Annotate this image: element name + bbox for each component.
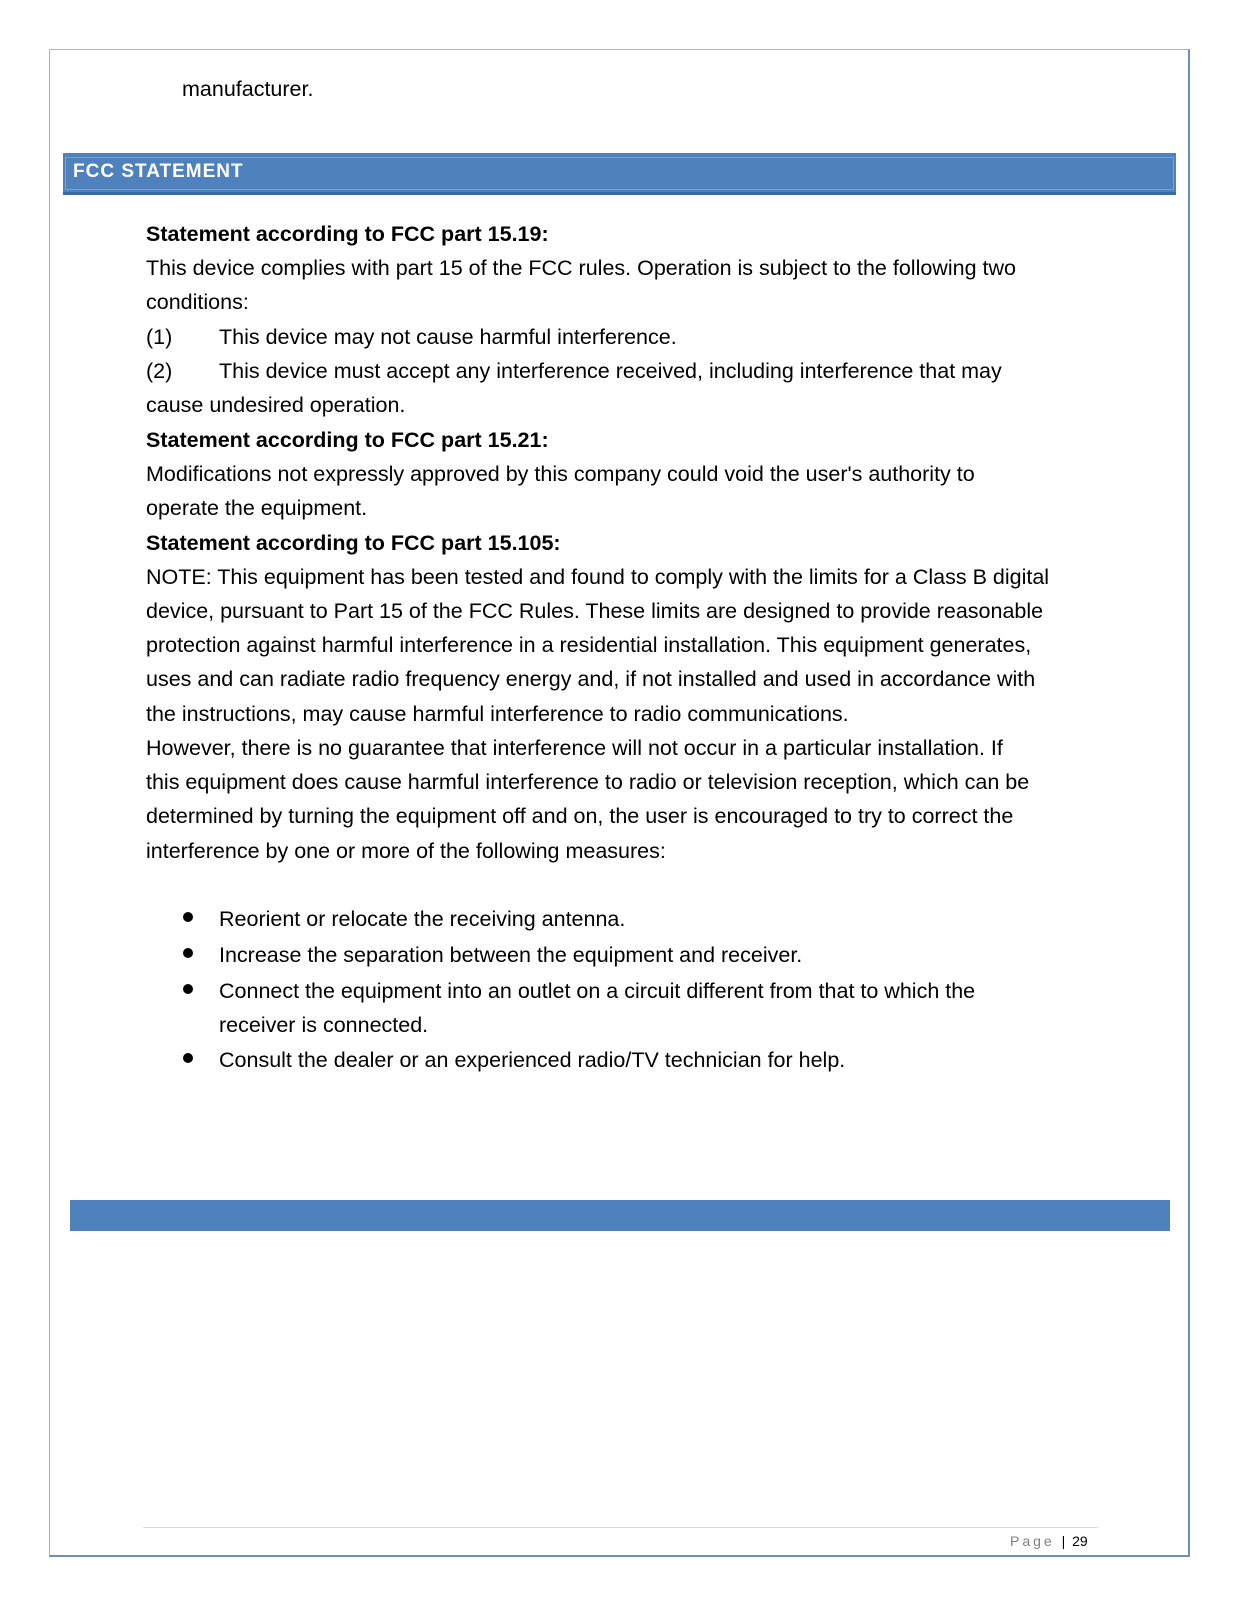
heading-15-21: Statement according to FCC part 15.21: bbox=[146, 428, 549, 452]
text-15-105-line: device, pursuant to Part 15 of the FCC Rules. These limits are designed to provide reasonable bbox=[146, 599, 1044, 623]
text-15-21-line2: operate the equipment. bbox=[146, 496, 368, 520]
top-fragment: manufacturer. bbox=[182, 77, 314, 101]
text-15-105-line: NOTE: This equipment has been tested and found to comply with the limits for a Class B digital bbox=[146, 565, 1050, 589]
text-15-19-line1: This device complies with part 15 of the FCC rules. Operation is subject to the following two bbox=[146, 256, 1016, 280]
footer-color-bar bbox=[70, 1200, 1170, 1231]
condition-1-text: This device may not cause harmful interference. bbox=[219, 325, 677, 349]
bullet-item: Connect the equipment into an outlet on a circuit different from that to which the bbox=[219, 979, 976, 1003]
condition-2-number: (2) bbox=[146, 359, 173, 383]
condition-2-text: This device must accept any interference received, including interference that may bbox=[219, 359, 1002, 383]
heading-15-105: Statement according to FCC part 15.105: bbox=[146, 531, 561, 555]
page-number bbox=[1010, 1531, 1088, 1551]
page-number-value: 29 bbox=[1072, 1533, 1088, 1549]
text-15-105-line: this equipment does cause harmful interference to radio or television reception, which can be bbox=[146, 770, 1030, 794]
condition-2-continuation: cause undesired operation. bbox=[146, 393, 406, 417]
text-15-105-line: protection against harmful interference in a residential installation. This equipment generates, bbox=[146, 633, 1032, 657]
condition-1-number: (1) bbox=[146, 325, 173, 349]
text-15-19-line2: conditions: bbox=[146, 290, 249, 314]
heading-15-19: Statement according to FCC part 15.19: bbox=[146, 222, 549, 246]
bullet-item: Reorient or relocate the receiving antenna. bbox=[219, 907, 626, 931]
text-15-105-line: interference by one or more of the following measures: bbox=[146, 839, 666, 863]
bullet-icon bbox=[183, 984, 193, 994]
text-15-105-line: determined by turning the equipment off and on, the user is encouraged to try to correct the bbox=[146, 804, 1014, 828]
bullet-item: Increase the separation between the equipment and receiver. bbox=[219, 943, 803, 967]
page-separator: | bbox=[1061, 1533, 1066, 1549]
bullet-icon bbox=[183, 948, 193, 958]
bullet-item-continuation: receiver is connected. bbox=[219, 1013, 429, 1037]
bullet-icon bbox=[183, 1053, 193, 1063]
section-title: FCC STATEMENT bbox=[73, 161, 244, 182]
text-15-105-line: uses and can radiate radio frequency energy and, if not installed and used in accordance with bbox=[146, 667, 1036, 691]
text-15-105-line: the instructions, may cause harmful interference to radio communications. bbox=[146, 702, 849, 726]
text-15-21-line1: Modifications not expressly approved by this company could void the user's authority to bbox=[146, 462, 975, 486]
page-label: Page bbox=[1010, 1533, 1055, 1549]
bullet-icon bbox=[183, 912, 193, 922]
text-15-105-line: However, there is no guarantee that interference will not occur in a particular installation. If bbox=[146, 736, 1003, 760]
section-header-bar bbox=[63, 153, 1176, 195]
bullet-item: Consult the dealer or an experienced radio/TV technician for help. bbox=[219, 1048, 846, 1072]
footer-divider bbox=[143, 1527, 1098, 1528]
